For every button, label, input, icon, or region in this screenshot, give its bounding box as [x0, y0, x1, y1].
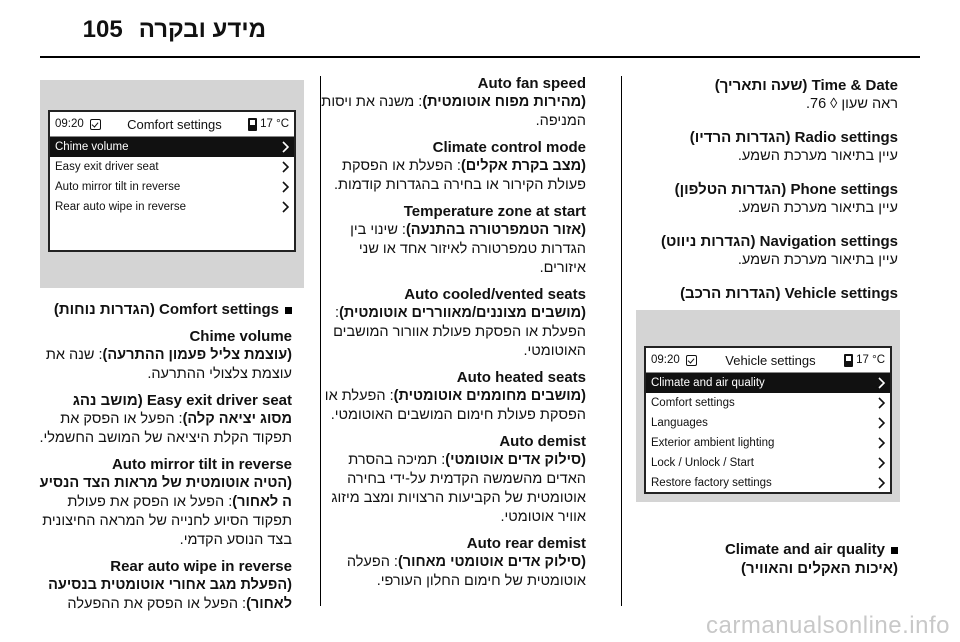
chevron-right-icon	[878, 417, 885, 429]
chevron-right-icon	[282, 181, 289, 193]
entry-auto-heated-seats: Auto heated seats (מושבים מחוממים אוטומטית): הפעלת או הפסקת פעולת חימום המושבים האוטומטי.	[324, 369, 586, 423]
chevron-right-icon	[878, 477, 885, 489]
temperature-readout: 17 °C	[844, 354, 885, 367]
menu-item-climate-air-quality[interactable]: Climate and air quality	[646, 373, 890, 393]
screen-header	[646, 348, 890, 373]
chevron-right-icon	[878, 457, 885, 469]
chevron-right-icon	[282, 141, 289, 153]
column-middle	[316, 74, 586, 598]
chevron-right-icon	[878, 397, 885, 409]
entry-climate-control-mode: Climate control mode (מצב בקרת אקלים): הפעלת או הפסקת פעולת הקירור או בחירה בהגדרות קודמות.	[334, 139, 586, 193]
entry-phone-settings: Phone settings (הגדרות הטלפון) עיין בתיאור מערכת השמע.	[674, 181, 898, 216]
bullet-square	[285, 307, 292, 314]
entry-easy-exit-seat: Easy exit driver seat (מושב נהג מסוג יציאה קלה): הפעל או הפסק את תפקוד הקלת היציאה של המושב החשמלי.	[39, 392, 292, 446]
comfort-settings-screen	[48, 110, 296, 252]
watermark: carmanualsonline.info	[706, 612, 950, 639]
menu-item-exterior-ambient-lighting[interactable]: Exterior ambient lighting	[646, 433, 890, 453]
column-right	[598, 76, 898, 317]
entry-rear-auto-wipe: Rear auto wipe in reverse (הפעלת מגב אחורי אוטומטית בנסיעה לאחור): הפעל או הפסק את ההפעלה	[48, 558, 292, 612]
menu-item-lock-unlock-start[interactable]: Lock / Unlock / Start	[646, 453, 890, 473]
menu-item-rear-auto-wipe[interactable]: Rear auto wipe in reverse	[50, 197, 294, 217]
check-box-icon	[686, 355, 697, 366]
menu-item-auto-mirror-tilt[interactable]: Auto mirror tilt in reverse	[50, 177, 294, 197]
screen-title: Vehicle settings	[725, 352, 816, 368]
entry-vehicle-settings: Vehicle settings (הגדרות הרכב)	[680, 285, 898, 302]
vehicle-settings-screen	[644, 346, 892, 494]
screen-title: Comfort settings	[127, 116, 222, 132]
entry-auto-mirror-tilt: Auto mirror tilt in reverse (הטיה אוטומטית של מראות הצד הנסיע ה לאחור): הפעל או הפסק את פעולת תפקוד הסיוע לחנייה של המראה החיצונית בצד הנוסע הקדמי.	[39, 456, 292, 548]
entry-auto-rear-demist: Auto rear demist (סילוק אדים אוטומטי מאחור): הפעלה אוטומטית של חימום החלון העורפי.	[346, 535, 586, 589]
page-number: 105	[82, 16, 123, 43]
vehicle-settings-screenshot-panel	[636, 310, 900, 502]
chevron-right-icon	[282, 201, 289, 213]
menu-item-easy-exit-driver-seat[interactable]: Easy exit driver seat	[50, 157, 294, 177]
entry-navigation-settings: Navigation settings (הגדרות ניווט) עיין בתיאור מערכת השמע.	[660, 233, 898, 268]
page-header	[83, 12, 266, 48]
chevron-right-icon	[878, 437, 885, 449]
section-climate-air-quality: Climate and air quality (איכות האקלים והאוויר)	[724, 541, 898, 577]
entry-chime-volume: Chime volume (עוצמת צליל פעמון ההתרעה): שנה את עוצמת צלצולי ההתרעה.	[45, 328, 292, 382]
bullet-square	[891, 547, 898, 554]
menu-item-languages[interactable]: Languages	[646, 413, 890, 433]
screen-header	[50, 112, 294, 137]
entry-auto-cooled-seats: Auto cooled/vented seats (מושבים מצוננים/מאווררים אוטומטית): הפעלת או הפסקת פעולת אוורור המושבים האוטומטי.	[333, 286, 586, 359]
chevron-right-icon	[878, 377, 885, 389]
entry-temperature-zone: Temperature zone at start (אזור הטמפרטורה בהתנעה): שינוי בין הגדרות טמפרטורה לאיזור אחד או שני איזורים.	[350, 203, 586, 276]
column-left: Comfort settings (הגדרות נוחות) Chime volume (עוצמת צליל פעמון ההתרעה): שנה את עוצמת צלצולי ההתרעה. Easy exit driver seat (מושב נהג מסוג יציאה קלה): הפעל או הפסק את תפקוד הקלת היציאה של המושב החשמלי. Auto mirror tilt in reverse (הטיה אוטומטית של מראות הצד הנסיע ה לאחור): הפעל או הפסק את פעולת תפקוד הסיוע לחנייה של המראה החיצונית בצד הנוסע הקדמי. Rear auto wipe in reverse (הפעלת מגב אחורי אוטומטית בנסיעה לאחור): הפעל או הפסק את ההפעלה	[30, 300, 292, 621]
menu-item-comfort-settings[interactable]: Comfort settings	[646, 393, 890, 413]
check-box-icon	[90, 119, 101, 130]
header-rule	[40, 56, 920, 58]
entry-time-date: Time & Date (שעה ותאריך) ראה שעון ◊ 76.	[714, 77, 898, 112]
chevron-right-icon	[282, 161, 289, 173]
menu-item-chime-volume[interactable]: Chime volume	[50, 137, 294, 157]
screen-clock: 09:20	[651, 354, 680, 366]
entry-auto-fan-speed: Auto fan speed (מהירות מפוח אוטומטית): משנה את ויסות המניפה.	[321, 75, 586, 129]
entry-auto-demist: Auto demist (סילוק אדים אוטומטי): תמיכה בהסרת האדים מהשמשה הקדמית על-ידי בחירה אוטומטית של הקביעות הרצויות ומצב מיזוג אוויר אוטומטי.	[331, 433, 586, 525]
phone-icon	[248, 118, 257, 131]
menu-item-restore-factory-settings[interactable]: Restore factory settings	[646, 473, 890, 493]
temperature-readout: 17 °C	[248, 118, 289, 131]
screen-clock: 09:20	[55, 118, 84, 130]
phone-icon	[844, 354, 853, 367]
comfort-settings-screenshot-panel	[40, 80, 304, 288]
page-title: מידע ובקרה	[138, 16, 266, 43]
entry-radio-settings: Radio settings (הגדרות הרדיו) עיין בתיאור מערכת השמע.	[689, 129, 898, 164]
